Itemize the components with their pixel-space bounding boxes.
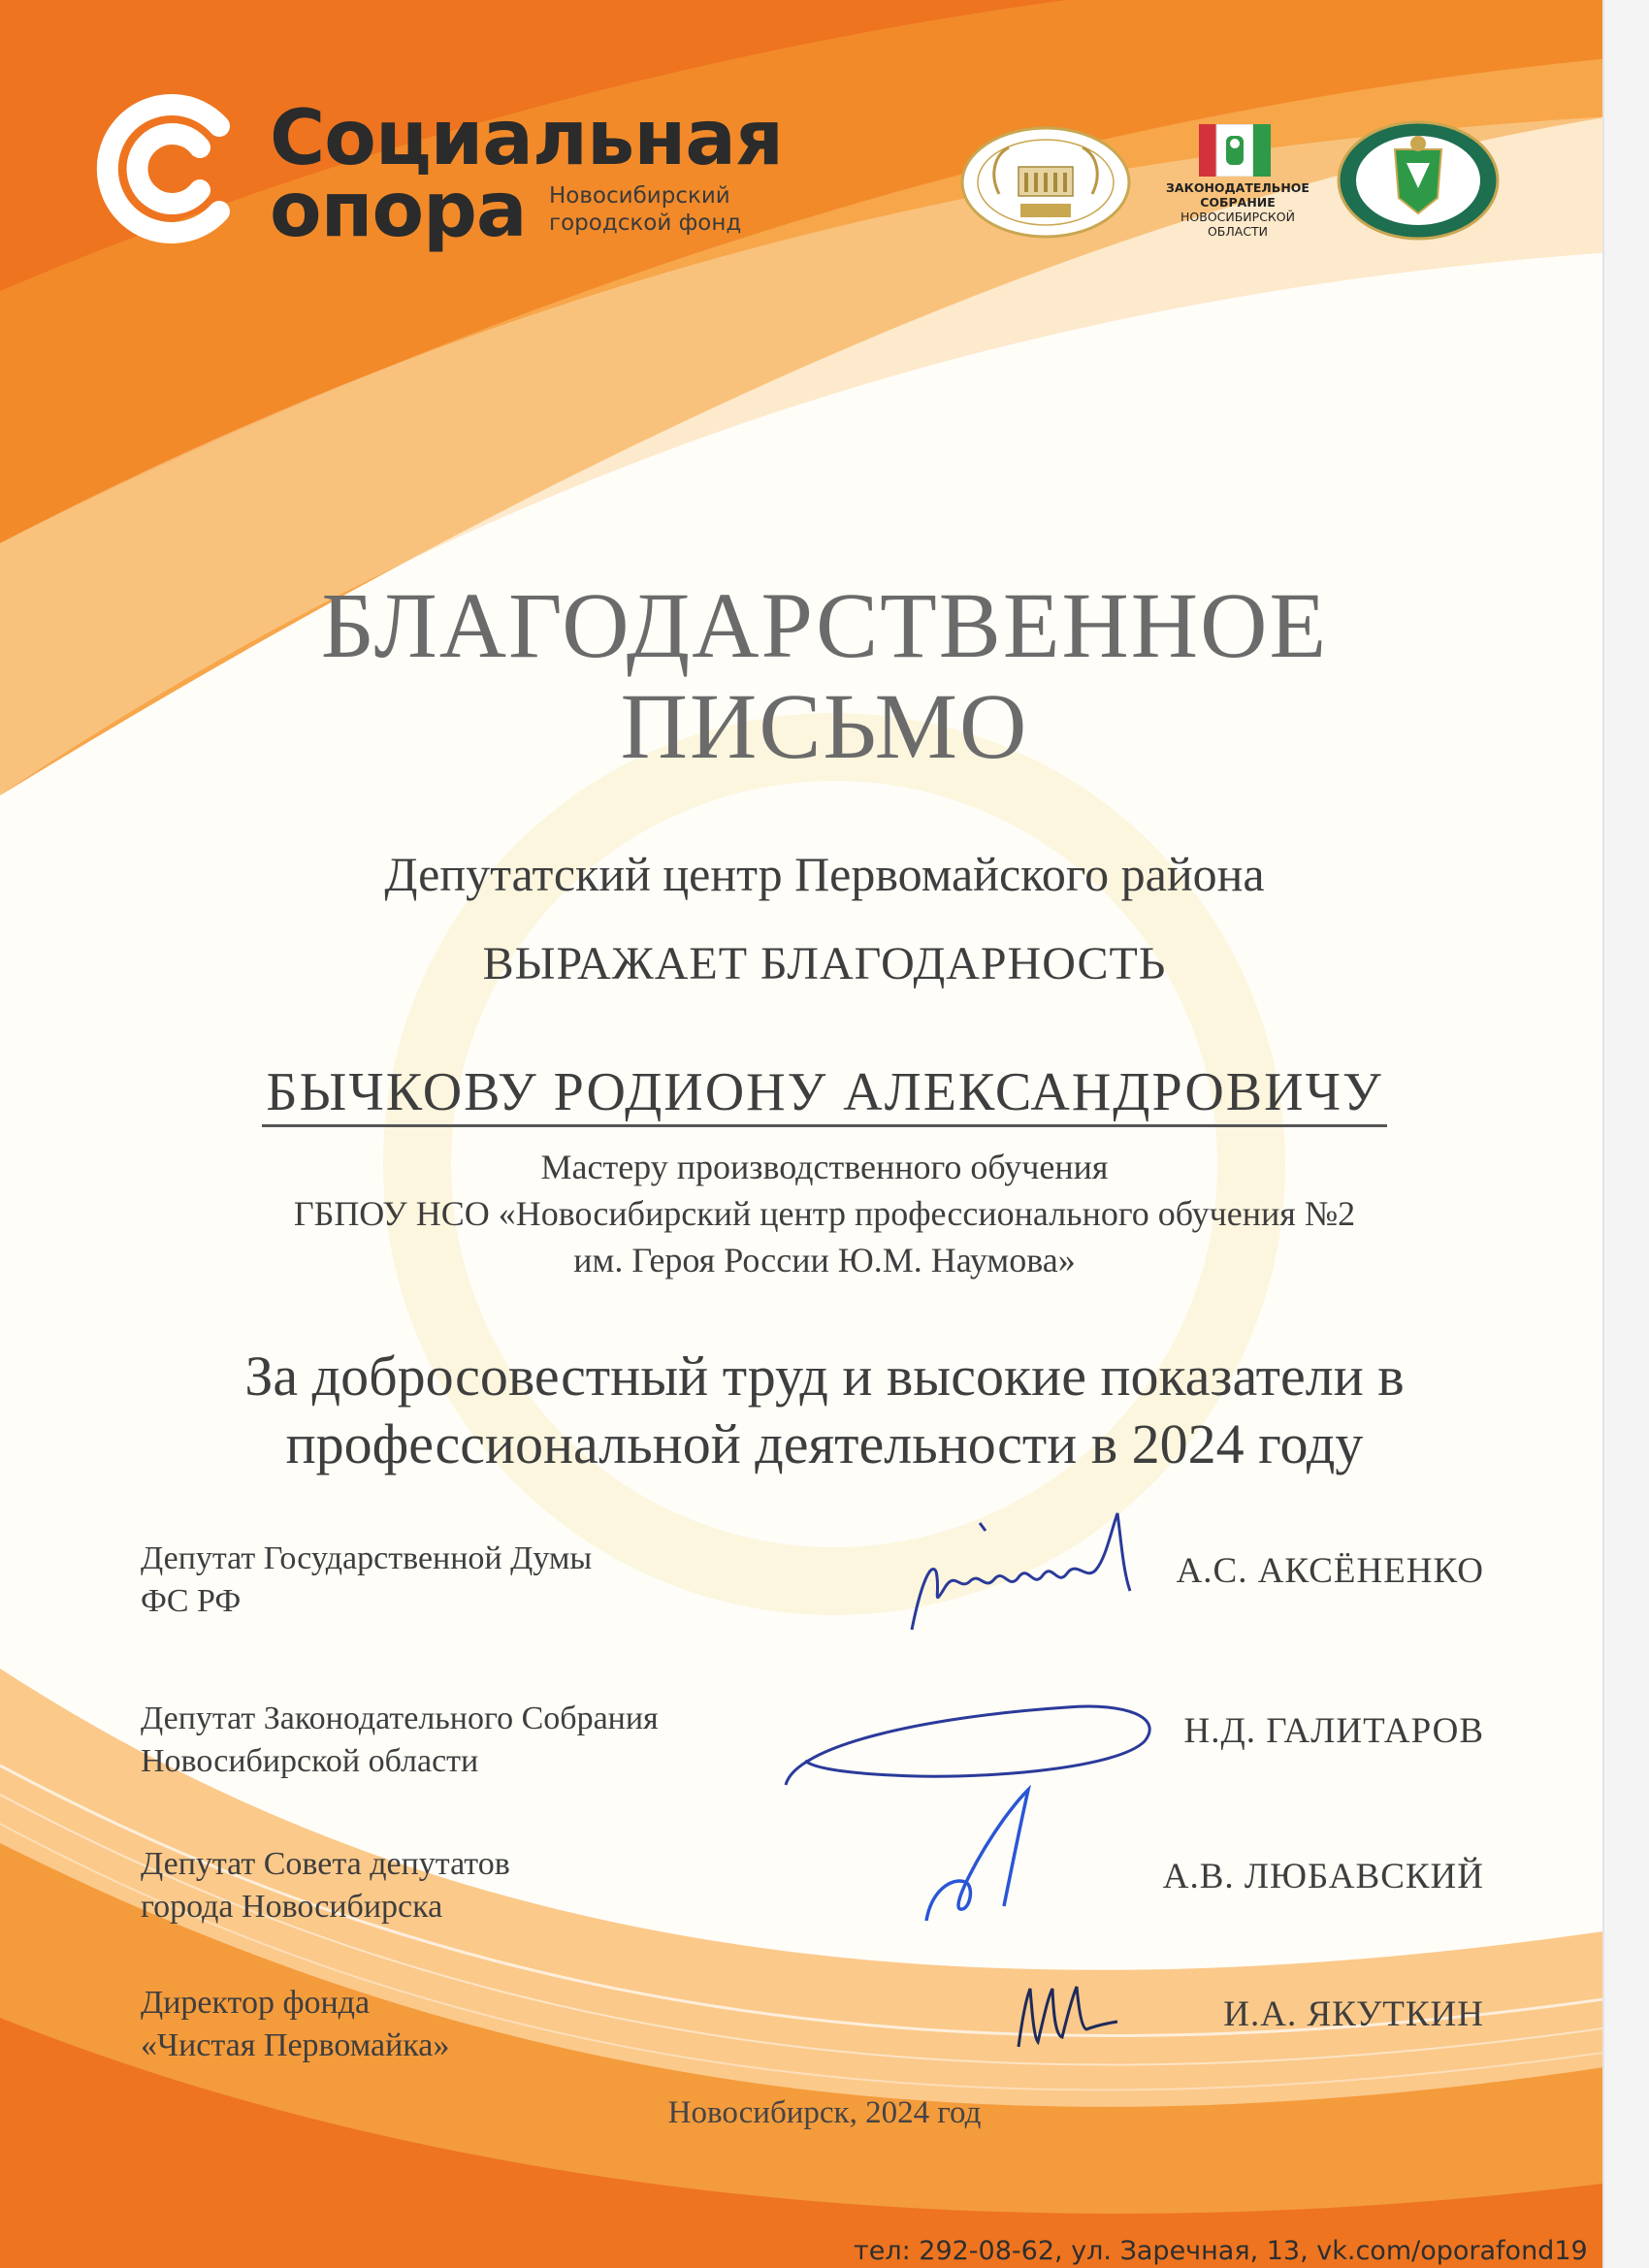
zs-line1: ЗАКОНОДАТЕЛЬНОЕ	[1166, 180, 1310, 195]
footer-contacts: тел: 292-08-62, ул. Заречная, 13, vk.com/oporafond19	[854, 2236, 1588, 2266]
signatory-1-name: А.С. АКСЁНЕНКО	[1176, 1551, 1484, 1591]
signatory-3-name: А.В. ЛЮБАВСКИЙ	[1162, 1857, 1484, 1896]
signatory-4-title-line2: «Чистая Первомайка»	[141, 2027, 450, 2063]
logo-subtitle-line1: Новосибирский	[549, 183, 730, 209]
signatory-3-title	[141, 1843, 510, 1928]
signatory-3-title-line2: города Новосибирска	[141, 1889, 443, 1925]
reason-line2: профессиональной деятельности в 2024 году	[285, 1412, 1364, 1475]
signatory-2-title-line2: Новосибирской области	[141, 1743, 479, 1779]
legislative-assembly-caption	[1150, 180, 1325, 239]
signatory-1-title-line1: Депутат Государственной Думы	[141, 1540, 593, 1576]
zs-line4: ОБЛАСТИ	[1207, 224, 1269, 239]
council-emblem-icon	[1337, 120, 1500, 241]
logo-subtitle	[549, 182, 772, 237]
zs-line3: НОВОСИБИРСКОЙ	[1180, 210, 1295, 224]
expresses-thanks: ВЫРАЖАЕТ БЛАГОДАРНОСТЬ	[482, 938, 1167, 989]
signatory-1-title	[141, 1538, 592, 1623]
signatory-2-title	[141, 1698, 659, 1783]
logo-line1: Социальная	[270, 95, 783, 182]
title-line1: БЛАГОДАРСТВЕННОЕ	[320, 573, 1329, 677]
signature-4	[1009, 1960, 1125, 2057]
nso-flag-icon	[1199, 124, 1271, 177]
signature-2	[776, 1669, 1183, 1804]
logo-subtitle-line2: городской фонд	[549, 211, 742, 236]
signatory-4-title-line1: Директор фонда	[141, 1985, 371, 2021]
recipient-name-wrapper	[0, 1061, 1649, 1123]
logo-line2: опора	[270, 167, 527, 254]
state-duma-emblem	[960, 126, 1131, 239]
logo-wordmark	[270, 95, 783, 254]
recipient-position-line1: Мастеру производственного обучения	[540, 1148, 1109, 1186]
signatory-2-title-line1: Депутат Законодательного Собрания	[141, 1701, 659, 1736]
recipient-position-line3: им. Героя России Ю.М. Наумова»	[573, 1241, 1076, 1280]
recipient-position-line2: ГБПОУ НСО «Новосибирский центр профессионального обучения №2	[293, 1194, 1356, 1233]
signatory-4-name: И.А. ЯКУТКИН	[1223, 1994, 1484, 2034]
reason-line1: За добросовестный труд и высокие показатели в	[244, 1345, 1405, 1408]
scan-edge	[1602, 0, 1649, 2268]
title-line2: ПИСЬМО	[620, 674, 1029, 778]
signature-3	[912, 1785, 1067, 1930]
signatory-1-title-line2: ФС РФ	[141, 1583, 242, 1619]
recipient-name: БЫЧКОВУ РОДИОНУ АЛЕКСАНДРОВИЧУ	[262, 1062, 1386, 1127]
signatory-2-name: Н.Д. ГАЛИТАРОВ	[1183, 1711, 1484, 1751]
signature-1	[892, 1504, 1164, 1639]
issuer: Депутатский центр Первомайского района	[384, 847, 1265, 901]
zs-line2: СОБРАНИЕ	[1200, 195, 1276, 210]
social-opora-logo-icon	[93, 87, 237, 250]
signatory-4-title	[141, 1982, 449, 2067]
signatory-3-title-line1: Депутат Совета депутатов	[141, 1846, 510, 1882]
city-year: Новосибирск, 2024 год	[667, 2095, 982, 2130]
